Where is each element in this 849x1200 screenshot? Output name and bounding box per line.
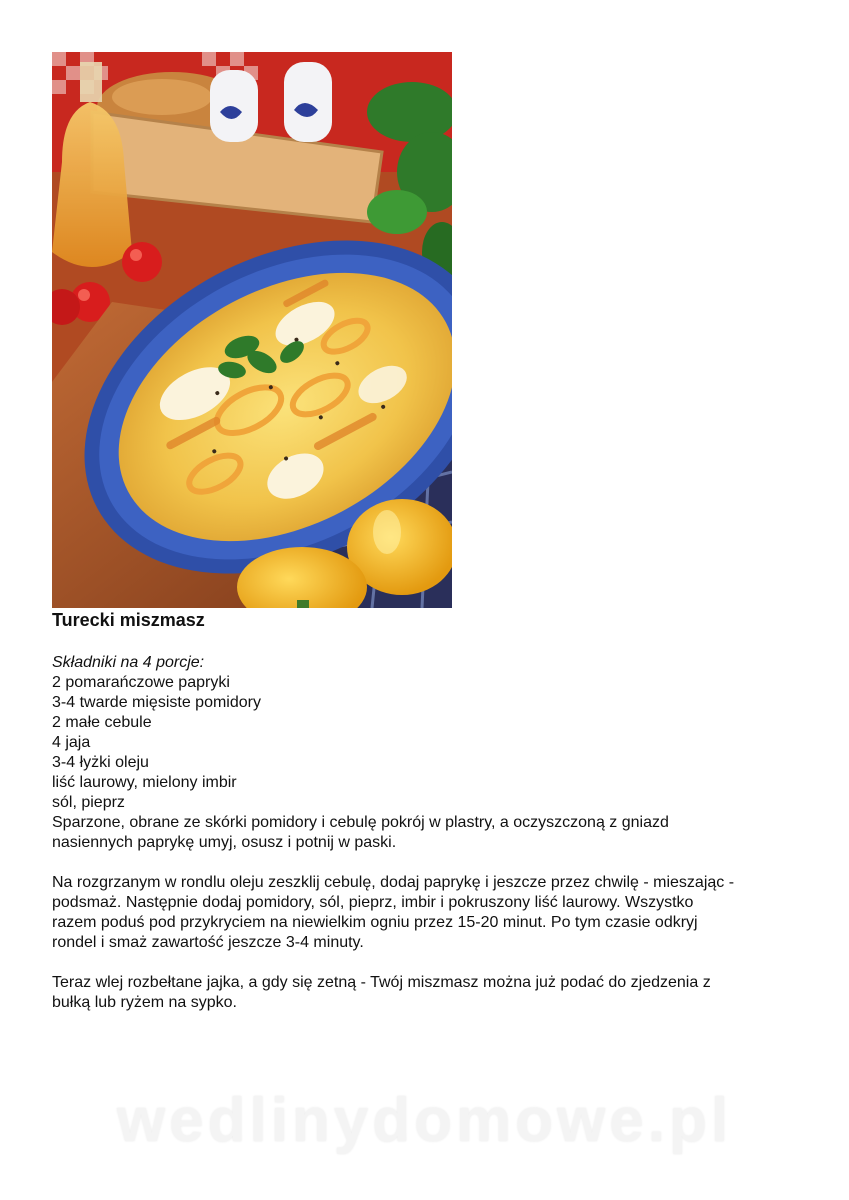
site-watermark: wedlinydomowe.pl [116, 1086, 733, 1155]
ingredient-item: 2 pomarańczowe papryki [52, 674, 230, 691]
recipe-body [52, 653, 812, 1013]
recipe-title: Turecki miszmasz [52, 610, 205, 630]
ingredient-item: 2 małe cebule [52, 714, 152, 731]
ingredients-header: Składniki na 4 porcje: [52, 654, 205, 671]
instruction-step-3 [52, 973, 812, 1013]
ingredients-list [52, 673, 812, 813]
ingredient-item: liść laurowy, mielony imbir [52, 774, 237, 791]
instruction-line: rondel i smaż zawartość jeszcze 3-4 minuty. [52, 934, 364, 951]
instruction-line: Na rozgrzanym w rondlu oleju zeszklij cebulę, dodaj paprykę i jeszcze przez chwilę - mieszając - [52, 874, 735, 891]
instruction-line: Sparzone, obrane ze skórki pomidory i cebulę pokrój w plastry, a oczyszczoną z gniazd [52, 814, 669, 831]
instruction-step-2 [52, 873, 812, 953]
pepper-shaker [284, 62, 332, 142]
recipe-photo [52, 52, 452, 608]
instruction-line: razem poduś pod przykryciem na niewielkim ogniu przez 15-20 minut. Po tym czasie odkryj [52, 914, 698, 931]
ingredient-item: 4 jaja [52, 734, 91, 751]
instruction-step-1 [52, 813, 812, 853]
recipe-photo-illustration [52, 52, 452, 608]
instruction-line: nasiennych paprykę umyj, osusz i potnij w paski. [52, 834, 397, 851]
ingredient-item: sól, pieprz [52, 794, 125, 811]
ingredient-item: 3-4 twarde mięsiste pomidory [52, 694, 261, 711]
ingredient-item: 3-4 łyżki oleju [52, 754, 149, 771]
instruction-line: podsmaż. Następnie dodaj pomidory, sól, pieprz, imbir i pokruszony liść laurowy. Wszystko [52, 894, 694, 911]
instruction-line: Teraz wlej rozbełtane jajka, a gdy się zetną - Twój miszmasz można już podać do zjedzenia z [52, 974, 711, 991]
instruction-line: bułką lub ryżem na sypko. [52, 994, 237, 1011]
salt-shaker [210, 70, 258, 142]
